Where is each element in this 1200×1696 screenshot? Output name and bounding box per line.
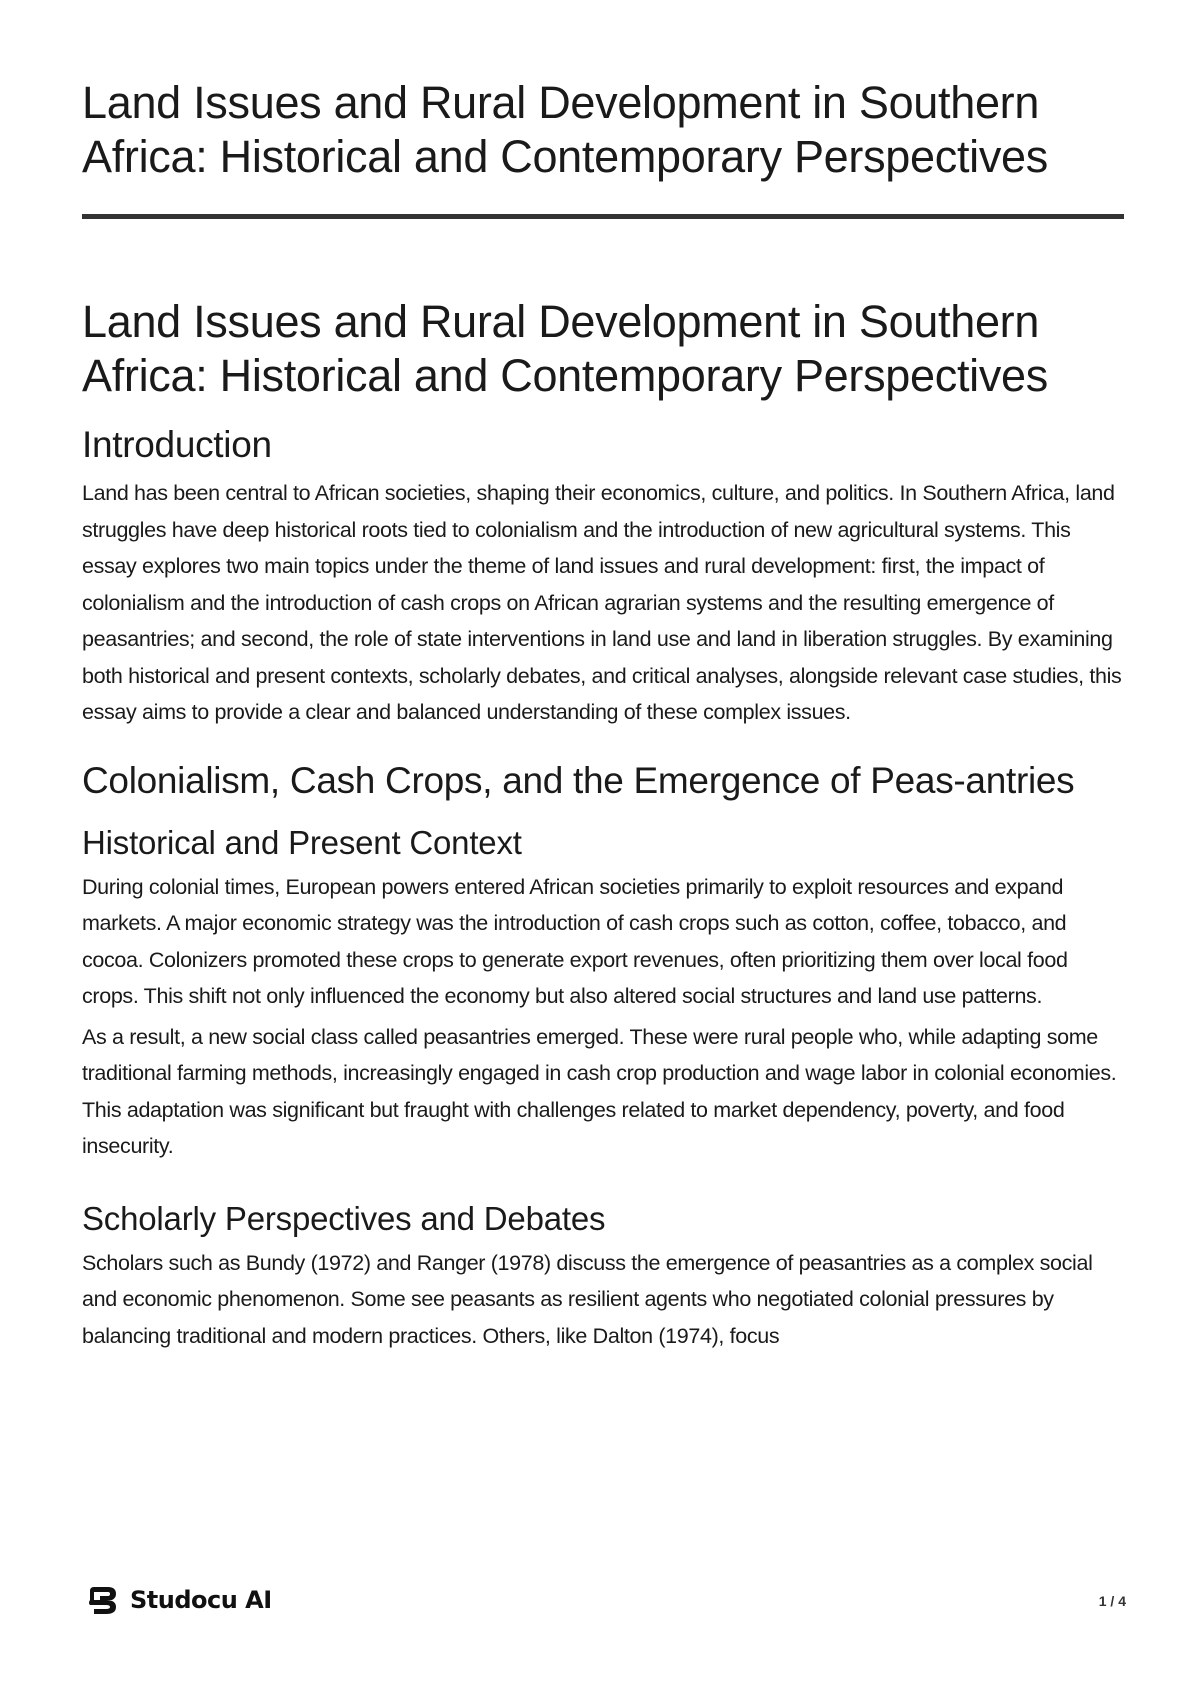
page-number: 1 / 4 bbox=[1098, 1593, 1126, 1609]
document-title: Land Issues and Rural Development in Southern Africa: Historical and Contemporary Perspectives bbox=[82, 77, 1048, 182]
studocu-logo-icon bbox=[86, 1583, 120, 1617]
document-page bbox=[82, 76, 1124, 1358]
historical-context-paragraph-1: During colonial times, European powers entered African societies primarily to exploit resources and expand markets. A major economic strategy was the introduction of cash crops such as cotton, coffee, tobacco, and cocoa. Colonizers promoted these crops to generate export revenues, often prioritizing them over local food crops. This shift not only influenced the economy but also altered social structures and land use patterns. bbox=[82, 874, 1068, 1008]
main-heading: Land Issues and Rural Development in Southern Africa: Historical and Contemporary Perspectives bbox=[82, 296, 1048, 401]
section-colonialism-heading: Colonialism, Cash Crops, and the Emergence of Peas-antries bbox=[82, 759, 1075, 801]
historical-context-paragraph-2: As a result, a new social class called peasantries emerged. These were rural people who, while adapting some traditional farming methods, increasingly engaged in cash crop production and wage labor in colonial economies. This adaptation was significant but fraught with challenges related to market dependency, poverty, and food insecurity. bbox=[82, 1024, 1117, 1158]
historical-context-heading: Historical and Present Context bbox=[82, 823, 522, 861]
page-footer bbox=[86, 1583, 1126, 1623]
scholarly-debates-paragraph: Scholars such as Bundy (1972) and Ranger (1978) discuss the emergence of peasantries as a complex social and economic phenomenon. Some see peasants as resilient agents who negotiated colonial pressures by balancing traditional and modern practices. Others, like Dalton (1974), focus bbox=[82, 1250, 1093, 1348]
introduction-paragraph: Land has been central to African societies, shaping their economics, culture, and politics. In Southern Africa, land struggles have deep historical roots tied to colonialism and the introduction of new agricultural systems. This essay explores two main topics under the theme of land issues and rural development: first, the impact of colonialism and the introduction of cash crops on African agrarian systems and the resulting emergence of peasantries; and second, the role of state interventions in land use and land in liberation struggles. By examining both historical and present contexts, scholarly debates, and critical analyses, alongside relevant case studies, this essay aims to provide a clear and balanced understanding of these complex issues. bbox=[82, 481, 1122, 724]
studocu-brand-label: Studocu AI bbox=[130, 1586, 272, 1614]
introduction-heading: Introduction bbox=[82, 424, 272, 465]
title-divider bbox=[82, 214, 1124, 219]
scholarly-debates-heading: Scholarly Perspectives and Debates bbox=[82, 1199, 606, 1237]
studocu-logo[interactable] bbox=[86, 1583, 272, 1617]
